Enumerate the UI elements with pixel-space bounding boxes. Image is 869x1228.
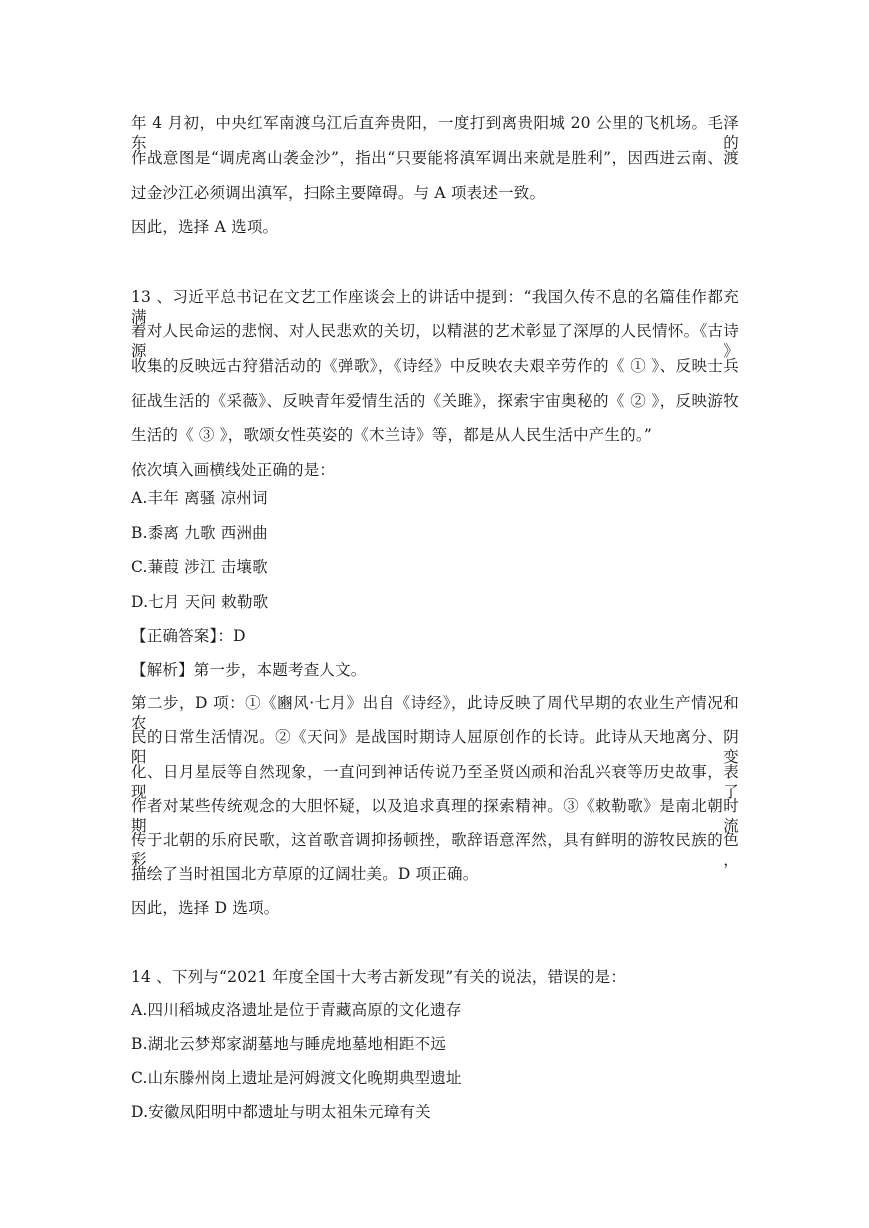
q13-stem-line: 收集的反映远古狩猎活动的《弹歌》，《诗经》中反映农夫艰辛劳作的《 ① 》、反映士兵: [131, 357, 739, 375]
prev-analysis-line: 年 4 月初，中央红军南渡乌江后直奔贵阳，一度打到离贵阳城 20 公里的飞机场。毛泽东的: [131, 114, 739, 152]
q13-option-a: A.丰年 离骚 凉州词: [131, 489, 268, 507]
prev-conclusion: 因此，选择 A 选项。: [131, 218, 279, 236]
q13-stem-line: 生活的《 ③ 》，歌颂女性英姿的《木兰诗》等，都是从人民生活中产生的。”: [131, 426, 652, 444]
q14-option-a: A.四川稻城皮洛遗址是位于青藏高原的文化遗存: [131, 1001, 462, 1019]
q13-analysis-line: 民的日常生活情况。②《天问》是战国时期诗人屈原创作的长诗。此诗从天地离分、阴阳变: [131, 728, 739, 766]
q13-analysis-line: 作者对某些传统观念的大胆怀疑，以及追求真理的探索精神。③《敕勒歌》是南北朝时期流: [131, 797, 739, 835]
q13-prompt: 依次填入画横线处正确的是：: [131, 461, 336, 479]
q13-analysis-line: 描绘了当时祖国北方草原的辽阔壮美。D 项正确。: [131, 865, 479, 883]
q13-analysis-line: 化、日月星辰等自然现象，一直问到神话传说乃至圣贤凶顽和治乱兴衰等历史故事，表现了: [131, 763, 739, 801]
q13-answer: 【正确答案】：D: [131, 627, 246, 645]
q14-option-d: D.安徽凤阳明中都遗址与明太祖朱元璋有关: [131, 1103, 431, 1121]
q13-conclusion: 因此，选择 D 选项。: [131, 899, 280, 917]
q13-option-d: D.七月 天问 敕勒歌: [131, 593, 269, 611]
prev-analysis-line: 作战意图是“调虎离山袭金沙”，指出“只要能将滇军调出来就是胜利”，因西进云南、渡: [131, 149, 739, 167]
q13-analysis-first: 【解析】第一步，本题考查人文。: [131, 661, 367, 679]
q13-stem-line: 征战生活的《采薇》、反映青年爱情生活的《关雎》，探索宇宙奥秘的《 ② 》，反映游牧: [131, 392, 739, 410]
prev-analysis-line: 过金沙江必须调出滇军，扫除主要障碍。与 A 项表述一致。: [131, 184, 546, 202]
q14-option-b: B.湖北云梦郑家湖墓地与睡虎地墓地相距不远: [131, 1035, 447, 1053]
q13-option-b: B.黍离 九歌 西洲曲: [131, 524, 268, 542]
q13-analysis-line: 第二步，D 项：①《豳风·七月》出自《诗经》，此诗反映了周代早期的农业生产情况和农: [131, 694, 739, 732]
q13-analysis-line: 传于北朝的乐府民歌，这首歌音调抑扬顿挫，歌辞语意浑然，具有鲜明的游牧民族的色彩，: [131, 831, 739, 869]
q13-stem-line: 着对人民命运的悲悯、对人民悲欢的关切，以精湛的艺术彰显了深厚的人民情怀。《古诗源》: [131, 322, 739, 360]
q14-stem: 14 、下列与“2021 年度全国十大考古新发现”有关的说法，错误的是：: [131, 968, 627, 986]
q13-stem-line: 13 、习近平总书记在文艺工作座谈会上的讲话中提到：“我国久传不息的名篇佳作都充满: [131, 288, 739, 326]
q13-option-c: C.蒹葭 涉江 击壤歌: [131, 558, 268, 576]
q14-option-c: C.山东滕州岗上遗址是河姆渡文化晚期典型遗址: [131, 1069, 462, 1087]
